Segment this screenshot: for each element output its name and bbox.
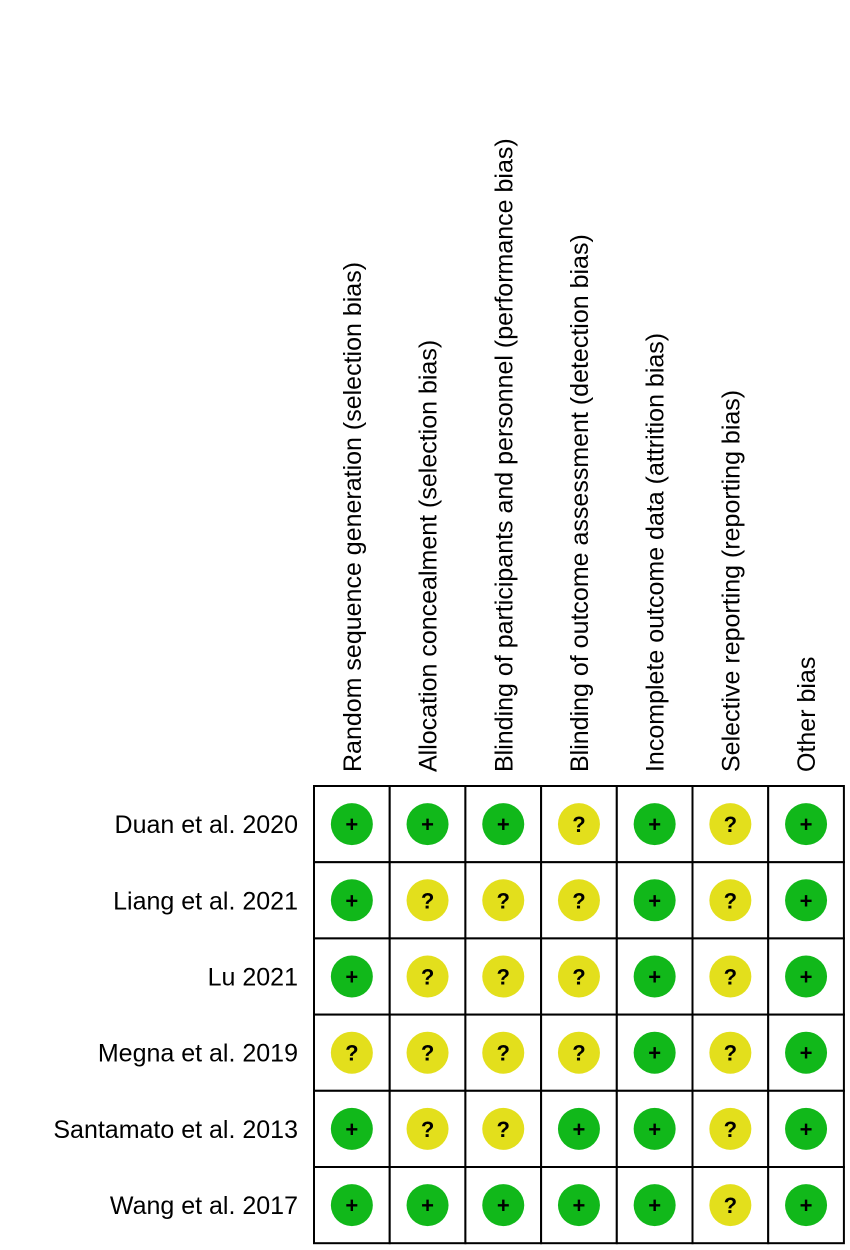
- judgement-symbol: ?: [723, 812, 738, 838]
- judgement-symbol: +: [799, 1040, 813, 1066]
- judgement-symbol: ?: [723, 964, 738, 990]
- judgement-symbol: ?: [420, 888, 435, 914]
- judgement-symbol: +: [799, 888, 813, 914]
- judgement-symbol: +: [345, 812, 359, 838]
- row-labels: [53, 811, 298, 1220]
- judgement-symbol: +: [345, 1116, 359, 1142]
- judgement-symbol: +: [648, 812, 662, 838]
- judgement-symbol: +: [345, 964, 359, 990]
- judgement-symbol: ?: [345, 1040, 359, 1066]
- column-label: Incomplete outcome data (attrition bias): [641, 332, 670, 772]
- judgement-symbol: ?: [420, 1040, 435, 1066]
- judgement-symbol: ?: [420, 964, 435, 990]
- row-label: Liang et al. 2021: [113, 887, 298, 916]
- judgement-symbol: +: [572, 1193, 586, 1219]
- judgement-symbol: +: [345, 888, 359, 914]
- column-label: Random sequence generation (selection bias): [338, 261, 367, 772]
- judgement-symbol: +: [648, 1040, 662, 1066]
- judgement-symbol: ?: [496, 964, 510, 990]
- judgement-symbol: ?: [572, 964, 586, 990]
- judgement-symbol: ?: [572, 888, 586, 914]
- judgement-symbol: +: [799, 964, 813, 990]
- judgement-symbol: +: [799, 812, 813, 838]
- judgement-symbol: +: [421, 1193, 434, 1219]
- column-label: Blinding of participants and personnel (performance bias): [490, 138, 519, 772]
- row-label: Santamato et al. 2013: [53, 1115, 298, 1144]
- judgement-symbol: ?: [496, 1040, 510, 1066]
- judgement-symbol: +: [799, 1116, 813, 1142]
- column-label: Other bias: [793, 656, 822, 772]
- judgement-symbol: +: [421, 812, 434, 838]
- column-label: Allocation concealment (selection bias): [414, 339, 443, 772]
- judgement-symbol: ?: [496, 888, 510, 914]
- judgement-symbol: ?: [496, 1116, 510, 1142]
- row-label: Wang et al. 2017: [109, 1192, 298, 1221]
- column-labels: [339, 138, 821, 772]
- judgement-symbol: +: [648, 1193, 662, 1219]
- judgement-symbol: ?: [723, 1040, 738, 1066]
- judgement-symbol: +: [648, 888, 662, 914]
- judgement-symbol: +: [799, 1193, 813, 1219]
- row-label: Lu 2021: [207, 963, 298, 992]
- row-label: Megna et al. 2019: [97, 1039, 298, 1068]
- judgement-symbol: +: [648, 964, 662, 990]
- judgement-symbol: ?: [420, 1116, 435, 1142]
- judgement-symbol: +: [496, 1193, 510, 1219]
- judgement-symbol: +: [648, 1116, 662, 1142]
- judgement-symbol: ?: [572, 812, 586, 838]
- rating-grid: [314, 786, 844, 1243]
- judgement-symbol: ?: [572, 1040, 586, 1066]
- judgement-symbol: +: [572, 1116, 586, 1142]
- judgement-symbol: ?: [723, 1116, 738, 1142]
- row-label: Duan et al. 2020: [114, 811, 298, 840]
- judgement-symbol: ?: [723, 888, 738, 914]
- judgement-symbol: +: [345, 1193, 359, 1219]
- column-label: Selective reporting (reporting bias): [717, 389, 746, 772]
- judgement-symbol: +: [496, 812, 510, 838]
- column-label: Blinding of outcome assessment (detection bias): [565, 234, 594, 772]
- judgement-symbol: ?: [723, 1193, 738, 1219]
